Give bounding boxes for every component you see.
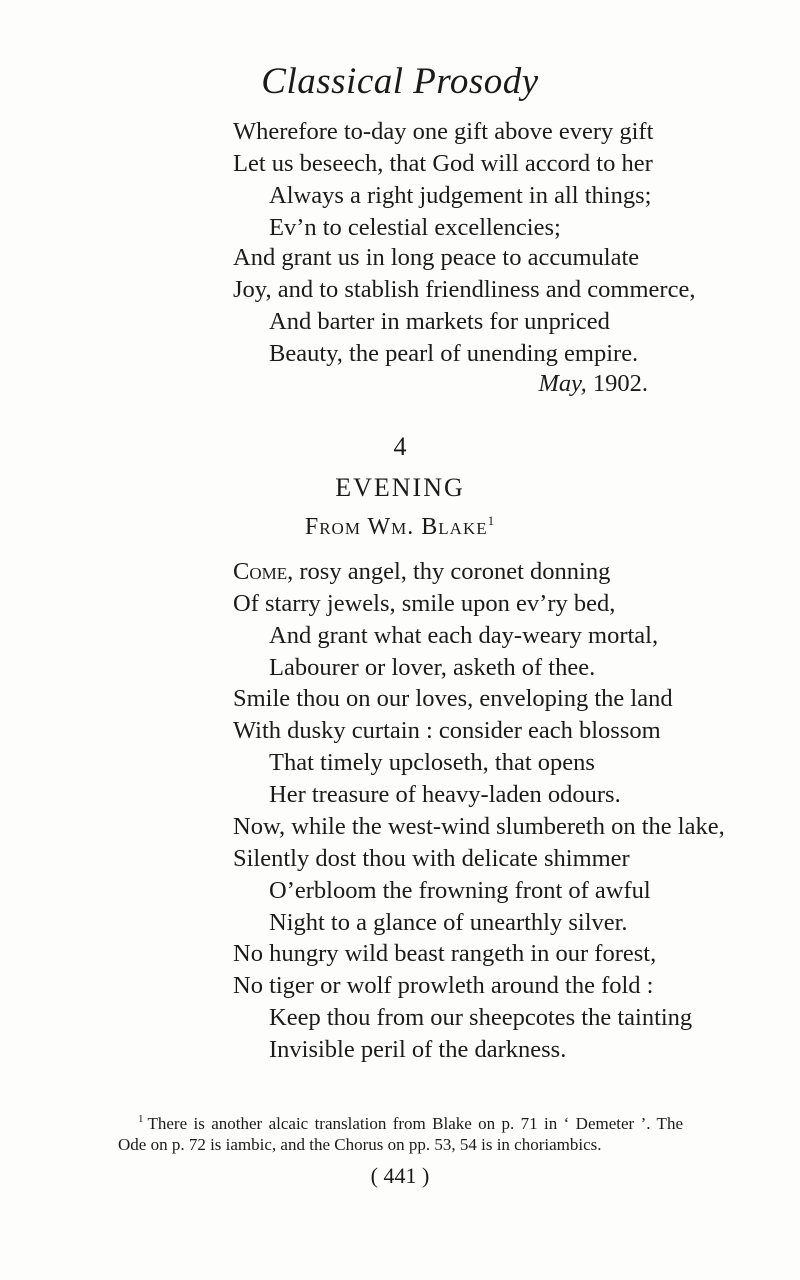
verse-line: Labourer or lover, asketh of thee. [269, 654, 596, 681]
verse-line: No tiger or wolf prowleth around the fold : [233, 972, 654, 999]
verse-line: Always a right judgement in all things; [269, 182, 652, 209]
stanza-continued-2 [233, 242, 713, 370]
verse-line: No hungry wild beast rangeth in our forest, [233, 940, 657, 967]
verse-line: That timely upcloseth, that opens [269, 749, 595, 776]
verse-line: Keep thou from our sheepcotes the tainting [269, 1004, 693, 1031]
verse-line: And grant what each day-weary mortal, [269, 622, 659, 649]
verse-line: Night to a glance of unearthly silver. [269, 909, 628, 936]
initial-word: Come, [233, 558, 294, 585]
verse-line: And grant us in long peace to accumulate [233, 244, 640, 271]
poem-source-text: From Wm. Blake [304, 514, 488, 540]
verse-line: And barter in markets for unpriced [269, 308, 610, 335]
footnote-mark: 1 [138, 1113, 144, 1126]
verse-line: Invisible peril of the darkness. [269, 1036, 567, 1063]
footnote [118, 1113, 683, 1155]
verse-line: Let us beseech, that God will accord to her [233, 150, 653, 177]
dateline [538, 370, 648, 398]
verse-line: Joy, and to stablish friendliness and commerce, [233, 276, 696, 303]
verse-line-rest: rosy angel, thy coronet donning [293, 558, 611, 585]
evening-stanza-2 [233, 683, 713, 811]
footnote-reference: 1 [487, 513, 496, 528]
footnote-text: There is another alcaic translation from Blake on p. 71 in ‘ Demeter ’. The Ode on p. 72 is iambic, and the Chorus on pp. 53, 54 is in choriambics. [118, 1114, 683, 1154]
verse-line: Her treasure of heavy-laden odours. [269, 781, 621, 808]
poem-title: EVENING [335, 473, 465, 502]
running-head: Classical Prosody [261, 61, 539, 102]
stanza-continued-1 [233, 116, 713, 244]
verse-line: Wherefore to-day one gift above every gift [233, 118, 654, 145]
evening-stanza-1 [233, 556, 713, 684]
poem-number: 4 [393, 432, 407, 461]
page-number: ( 441 ) [370, 1163, 430, 1188]
verse-line: Ev’n to celestial excellencies; [269, 214, 561, 241]
verse-line: With dusky curtain : consider each blossom [233, 717, 661, 744]
poem-source [0, 514, 800, 541]
evening-stanza-3 [233, 811, 725, 939]
dateline-month: May, [538, 370, 587, 397]
verse-line: Of starry jewels, smile upon ev’ry bed, [233, 590, 616, 617]
verse-line: O’erbloom the frowning front of awful [269, 877, 651, 904]
verse-line: Smile thou on our loves, enveloping the land [233, 685, 673, 712]
verse-line: Now, while the west-wind slumbereth on the lake, [233, 813, 725, 840]
verse-line: Beauty, the pearl of unending empire. [269, 340, 639, 367]
evening-stanza-4 [233, 938, 713, 1066]
dateline-year: 1902. [592, 370, 648, 397]
verse-line: Silently dost thou with delicate shimmer [233, 845, 630, 872]
verse-line [233, 556, 713, 588]
